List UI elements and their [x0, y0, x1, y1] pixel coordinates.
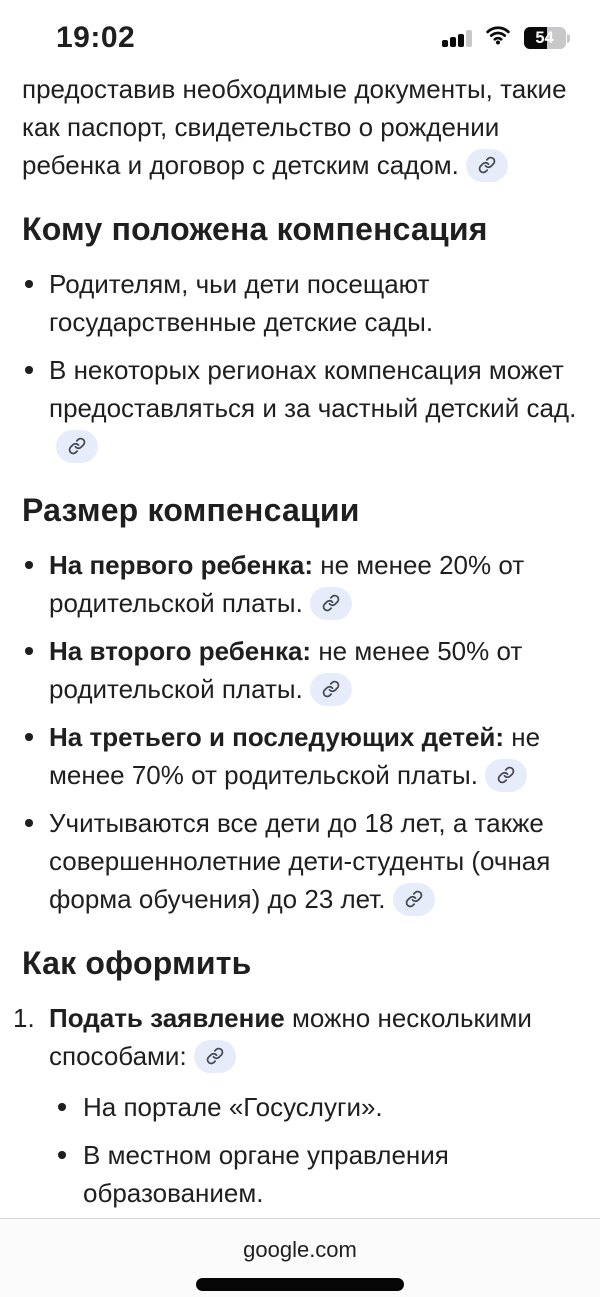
list-item-text: не менее 70% от родительской платы. — [49, 722, 541, 790]
citation-link-pill[interactable] — [310, 673, 352, 706]
eligibility-list — [22, 265, 580, 465]
citation-link-pill[interactable] — [310, 587, 352, 620]
section-heading-eligibility: Кому положена компенсация — [22, 211, 488, 247]
list-item-bold: На второго ребенка: — [49, 636, 312, 666]
list-item — [22, 632, 580, 708]
list-item-text: не менее 20% от родительской платы. — [49, 550, 525, 618]
intro-paragraph — [22, 70, 580, 184]
citation-link-pill[interactable] — [194, 1040, 236, 1073]
numbered-item — [13, 999, 580, 1212]
bullet-icon — [25, 647, 33, 655]
list-item-text: Родителям, чьи дети посещают государственные детские сады. — [49, 269, 434, 337]
bullet-icon — [25, 819, 33, 827]
cellular-signal-icon — [442, 29, 472, 47]
bullet-icon — [25, 561, 33, 569]
link-icon — [322, 594, 340, 612]
home-indicator[interactable] — [196, 1278, 404, 1291]
status-bar — [0, 0, 600, 62]
link-icon — [206, 1047, 224, 1065]
answer-content — [0, 62, 600, 1212]
item-number: 1. — [13, 1003, 35, 1033]
citation-link-pill[interactable] — [466, 149, 508, 182]
bullet-icon — [58, 1151, 66, 1159]
apply-methods-sublist — [49, 1088, 580, 1212]
how-to-apply-list — [13, 999, 580, 1212]
list-item-bold: На первого ребенка: — [49, 550, 313, 580]
wifi-icon — [485, 26, 511, 50]
section-heading-how-to-apply: Как оформить — [22, 945, 252, 981]
list-item — [22, 546, 580, 622]
battery-percent: 54 — [535, 28, 554, 47]
link-icon — [322, 680, 340, 698]
clock: 19:02 — [56, 21, 136, 54]
link-icon — [405, 890, 423, 908]
citation-link-pill[interactable] — [393, 883, 435, 916]
section-heading-amount: Размер компенсации — [22, 492, 360, 528]
list-item-text: можно несколькими способами: — [49, 1003, 532, 1071]
list-item-text: Учитываются все дети до 18 лет, а также совершеннолетние дети-студенты (очная форма обучения) до 23 лет. — [49, 808, 551, 914]
url-label[interactable]: google.com — [243, 1237, 357, 1262]
link-icon — [478, 156, 496, 174]
browser-bottom-bar[interactable] — [0, 1218, 600, 1297]
battery-icon — [524, 27, 571, 49]
bullet-icon — [25, 733, 33, 741]
list-item — [22, 804, 580, 918]
bullet-icon — [25, 366, 33, 374]
link-icon — [497, 766, 515, 784]
list-item — [22, 718, 580, 794]
list-item-text: В некоторых регионах компенсация может предоставляться и за частный детский сад. — [49, 355, 577, 423]
sub-list-item — [49, 1088, 580, 1126]
intro-text: предоставив необходимые документы, такие как паспорт, свидетельство о рождении ребенка и договор с детским садом. — [22, 74, 567, 180]
list-item — [22, 265, 580, 341]
list-item-text: не менее 50% от родительской платы. — [49, 636, 523, 704]
amount-list — [22, 546, 580, 918]
sub-list-item — [49, 1136, 580, 1212]
sub-list-item-text: На портале «Госуслуги». — [83, 1092, 383, 1122]
list-item — [22, 351, 580, 465]
citation-link-pill[interactable] — [485, 759, 527, 792]
sub-list-item-text: В местном органе управления образованием. — [83, 1140, 449, 1208]
bullet-icon — [58, 1103, 66, 1111]
list-item-bold: Подать заявление — [49, 1003, 285, 1033]
list-item-bold: На третьего и последующих детей: — [49, 722, 505, 752]
link-icon — [68, 437, 86, 455]
citation-link-pill[interactable] — [56, 430, 98, 463]
status-icons — [442, 26, 570, 50]
bullet-icon — [25, 280, 33, 288]
